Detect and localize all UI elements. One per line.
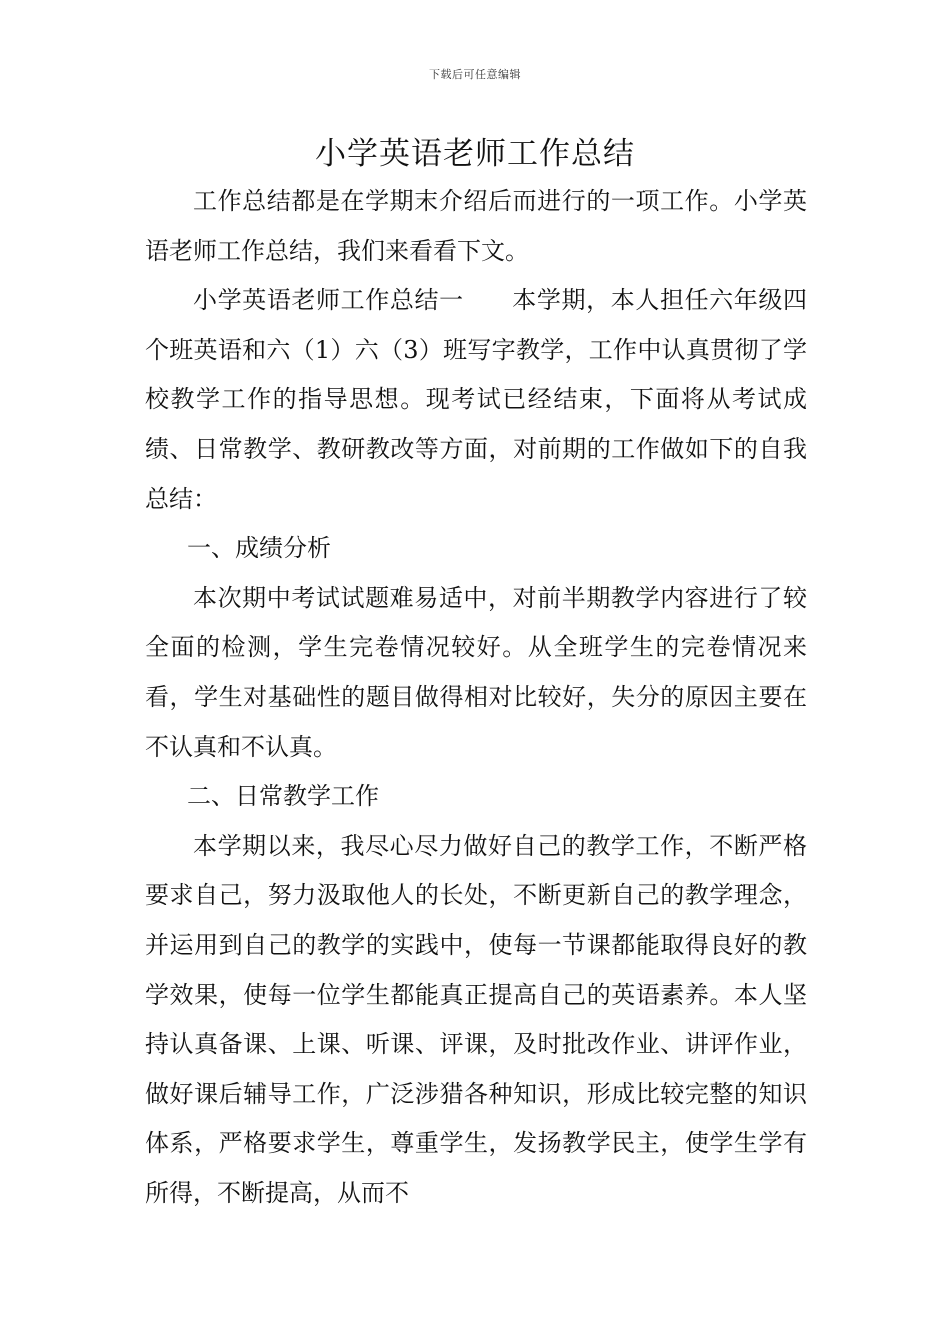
paragraph-intro: 工作总结都是在学期末介绍后而进行的一项工作。小学英语老师工作总结，我们来看看下文。 (145, 187, 807, 265)
paragraph-summary-one (145, 276, 807, 524)
paragraph-score-analysis: 本次期中考试试题难易适中，对前半期教学内容进行了较全面的检测，学生完卷情况较好。从全班学生的完卷情况来看，学生对基础性的题目做得相对比较好，失分的原因主要在不认真和不认真。 (145, 583, 807, 761)
section-heading-score-analysis: 一、成绩分析 (187, 534, 331, 563)
summary-one-lead: 小学英语老师工作总结一 (193, 286, 464, 315)
document-title: 小学英语老师工作总结 (315, 136, 635, 172)
paragraph-daily-teaching: 本学期以来，我尽心尽力做好自己的教学工作，不断严格要求自己，努力汲取他人的长处，不断更新自己的教学理念，并运用到自己的教学的实践中，使每一节课都能取得良好的教学效果，使每一位学生都能真正提高自己的英语素养。本人坚持认真备课、上课、听课、评课，及时批改作业、讲评作业，做好课后辅导工作，广泛涉猎各种知识，形成比较完整的知识体系，严格要求学生，尊重学生，发扬教学民主，使学生学有所得，不断提高，从而不 (145, 831, 807, 1207)
summary-one-text: 本学期，本人担任六年级四个班英语和六（1）六（3）班写字教学，工作中认真贯彻了学校教学工作的指导思想。现考试已经结束，下面将从考试成绩、日常教学、教研教改等方面，对前期的工作做如下的自我总结： (145, 286, 808, 513)
section-heading-daily-teaching: 二、日常教学工作 (187, 782, 379, 811)
header-note: 下载后可任意编辑 (429, 68, 521, 81)
document-body (145, 177, 807, 1218)
